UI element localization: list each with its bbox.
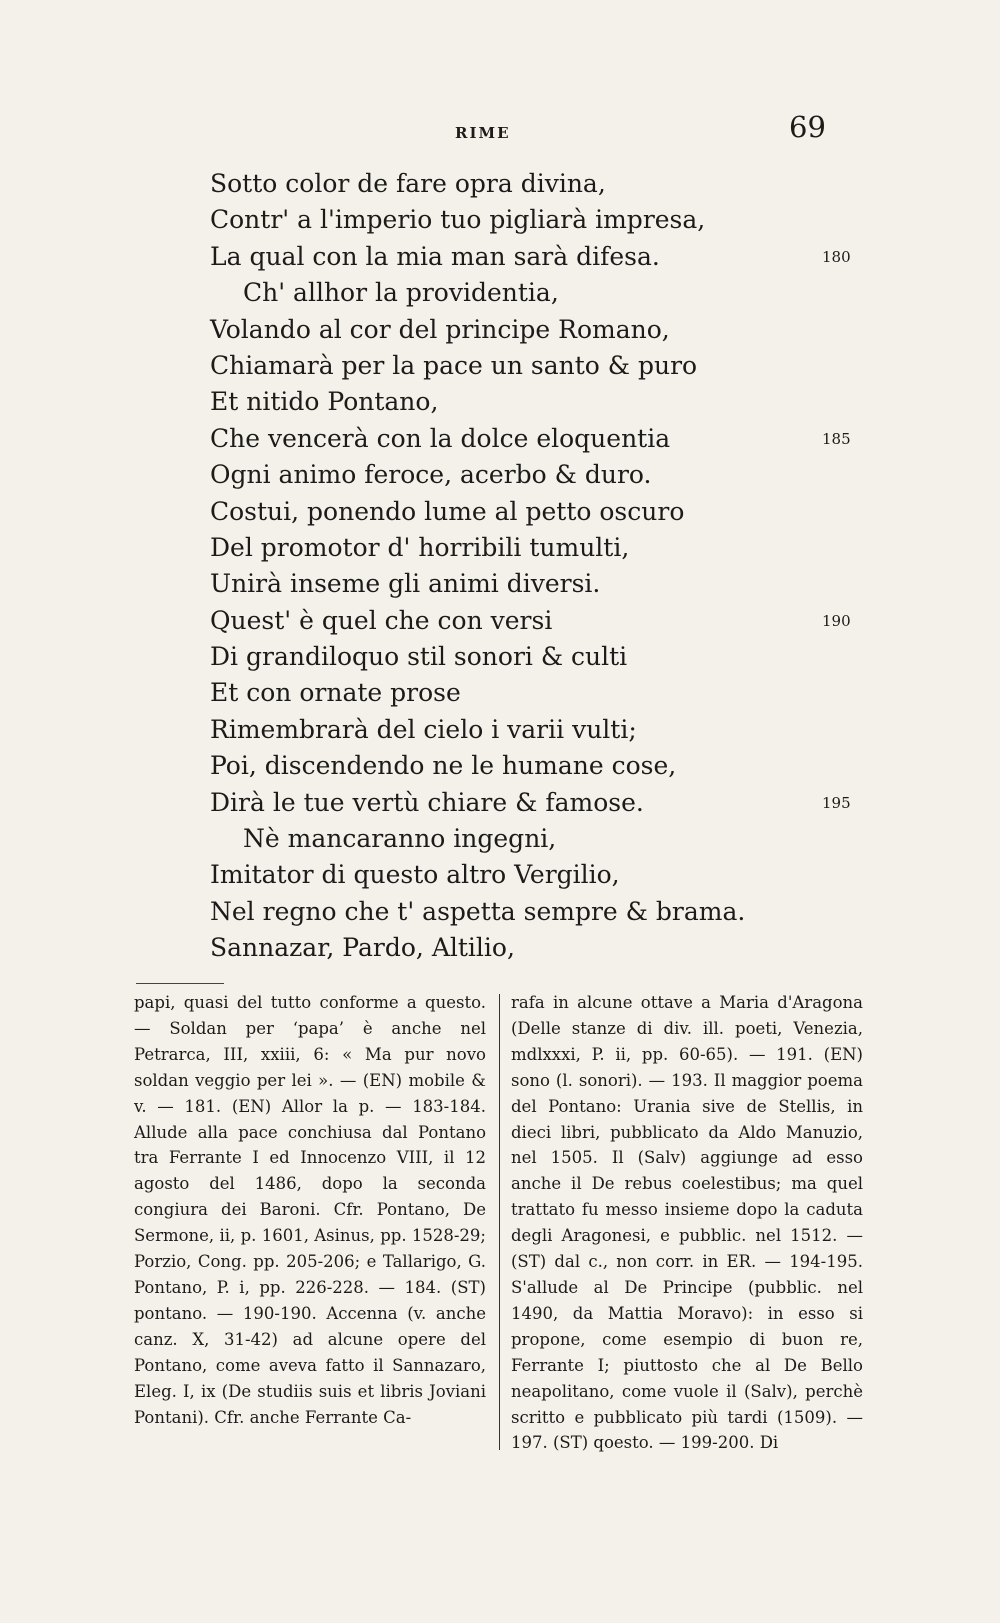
- verse-line-text: Sotto color de fare opra divina,: [210, 169, 606, 198]
- verse-line-text: Costui, ponendo lume al petto oscuro: [210, 496, 685, 526]
- verse-line: [210, 275, 810, 311]
- verse-line-text: Et nitido Pontano,: [210, 387, 439, 417]
- verse-line-text: Poi, discendendo ne le humane cose,: [210, 751, 677, 781]
- verse-line: [210, 166, 810, 202]
- verse-line: [210, 857, 810, 893]
- verse-line: [210, 639, 810, 675]
- verse-line: [210, 202, 810, 238]
- footnote-column-left: [134, 990, 499, 1460]
- verse-line: [210, 384, 810, 420]
- running-head: RIME: [455, 124, 511, 142]
- verse-line-text: Chiamarà per la pace un santo & puro: [210, 350, 698, 380]
- line-number: 185: [822, 429, 851, 448]
- verse-line-text: Nè mancaranno ingegni,: [243, 824, 557, 854]
- footnote-text-left: papi, quasi del tutto conforme a questo. — Soldan per ‘papa’ è anche nel Petrarca, III, xxiii, 6: « Ma pur novo soldan veggio per lei ». — (EN) mobile & v. — 181. (EN) Allor la p. — 183-184. Allude alla pace conchiusa dal Pontano tra Ferrante I ed Innocenzo VIII, il 12 agosto del 1486, dopo la seconda congiura dei Baroni. Cfr. Pontano, De Sermone, ii, p. 1601, Asinus, pp. 1528-29; Porzio, Cong. pp. 205-206; e Tallarigo, G. Pontano, P. i, pp. 226-228. — 184. (ST) pontano. — 190-190. Accenna (v. anche canz. X, 31-42) ad alcune opere del Pontano, come aveva fatto il Sannazaro, Eleg. I, ix (De studiis suis et libris Joviani Pontani). Cfr. anche Ferrante Ca-: [134, 993, 486, 1427]
- verse-line-text: Rimembrarà del cielo i varii vulti;: [210, 714, 637, 744]
- verse-line: [210, 748, 810, 784]
- line-number: 190: [822, 611, 851, 630]
- verse-line-text: La qual con la mia man sarà difesa.: [210, 241, 660, 271]
- verse-line-text: Ch' allhor la providentia,: [243, 278, 559, 308]
- line-number: 180: [822, 247, 851, 266]
- verse-line-text: Contr' a l'imperio tuo pigliarà impresa,: [210, 205, 706, 235]
- verse-line: [210, 894, 810, 930]
- footnote-rule: [136, 983, 224, 984]
- verse-line-text: Dirà le tue vertù chiare & famose.: [210, 787, 644, 817]
- verse-line: [210, 821, 810, 857]
- verse-line: [210, 785, 851, 821]
- verse-line-text: Ogni animo feroce, acerbo & duro.: [210, 460, 652, 490]
- verse-line: [210, 603, 851, 639]
- verse-line-text: Sannazar, Pardo, Altilio,: [210, 933, 515, 963]
- verse-line-text: Volando al cor del principe Romano,: [210, 314, 670, 344]
- page-number: 69: [789, 110, 826, 144]
- verse-line: [210, 421, 851, 457]
- footnote-text-right: rafa in alcune ottave a Maria d'Aragona (Delle stanze di div. ill. poeti, Venezia, mdlxxxi, P. ii, pp. 60-65). — 191. (EN) sono (l. sonori). — 193. Il maggior poema del Pontano: Urania sive de Stellis, in dieci libri, pubblicato da Aldo Manuzio, nel 1505. Il (Salv) aggiunge ad esso anche il De rebus coelestibus; ma quel trattato fu messo insieme dopo la caduta degli Aragonesi, e pubblic. nel 1512. — (ST) dal c., non corr. in ER. — 194-195. S'allude al De Principe (pubblic. nel 1490, da Mattia Moravo): in esso si propone, come esempio di buon re, Ferrante I; piuttosto che al De Bello neapolitano, come vuole il (Salv), perchè scritto e pubblicato più tardi (1509). — 197. (ST) qoesto. — 199-200. Di: [511, 993, 863, 1453]
- footnotes: [134, 990, 884, 1460]
- footnote-column-right: [500, 990, 863, 1460]
- verse-line: [210, 239, 851, 275]
- line-number: 195: [822, 793, 851, 812]
- verse-line: [210, 457, 810, 493]
- verse-line-text: Quest' è quel che con versi: [210, 605, 553, 635]
- verse-line: [210, 712, 810, 748]
- verse-line: [210, 494, 810, 530]
- verse-block: [210, 166, 851, 967]
- verse-line: [210, 675, 810, 711]
- verse-line: [210, 348, 810, 384]
- verse-line-text: Che vencerà con la dolce eloquentia: [210, 423, 671, 453]
- verse-line: [210, 566, 810, 602]
- verse-line-text: Del promotor d' horribili tumulti,: [210, 532, 630, 562]
- verse-line-text: Imitator di questo altro Vergilio,: [210, 860, 620, 890]
- verse-line: [210, 312, 810, 348]
- verse-line-text: Nel regno che t' aspetta sempre & brama.: [210, 896, 746, 926]
- verse-line-text: Et con ornate prose: [210, 678, 461, 708]
- verse-line: [210, 930, 810, 966]
- verse-line: [210, 530, 810, 566]
- verse-line-text: Unirà inseme gli animi diversi.: [210, 569, 601, 599]
- verse-line-text: Di grandiloquo stil sonori & culti: [210, 642, 628, 672]
